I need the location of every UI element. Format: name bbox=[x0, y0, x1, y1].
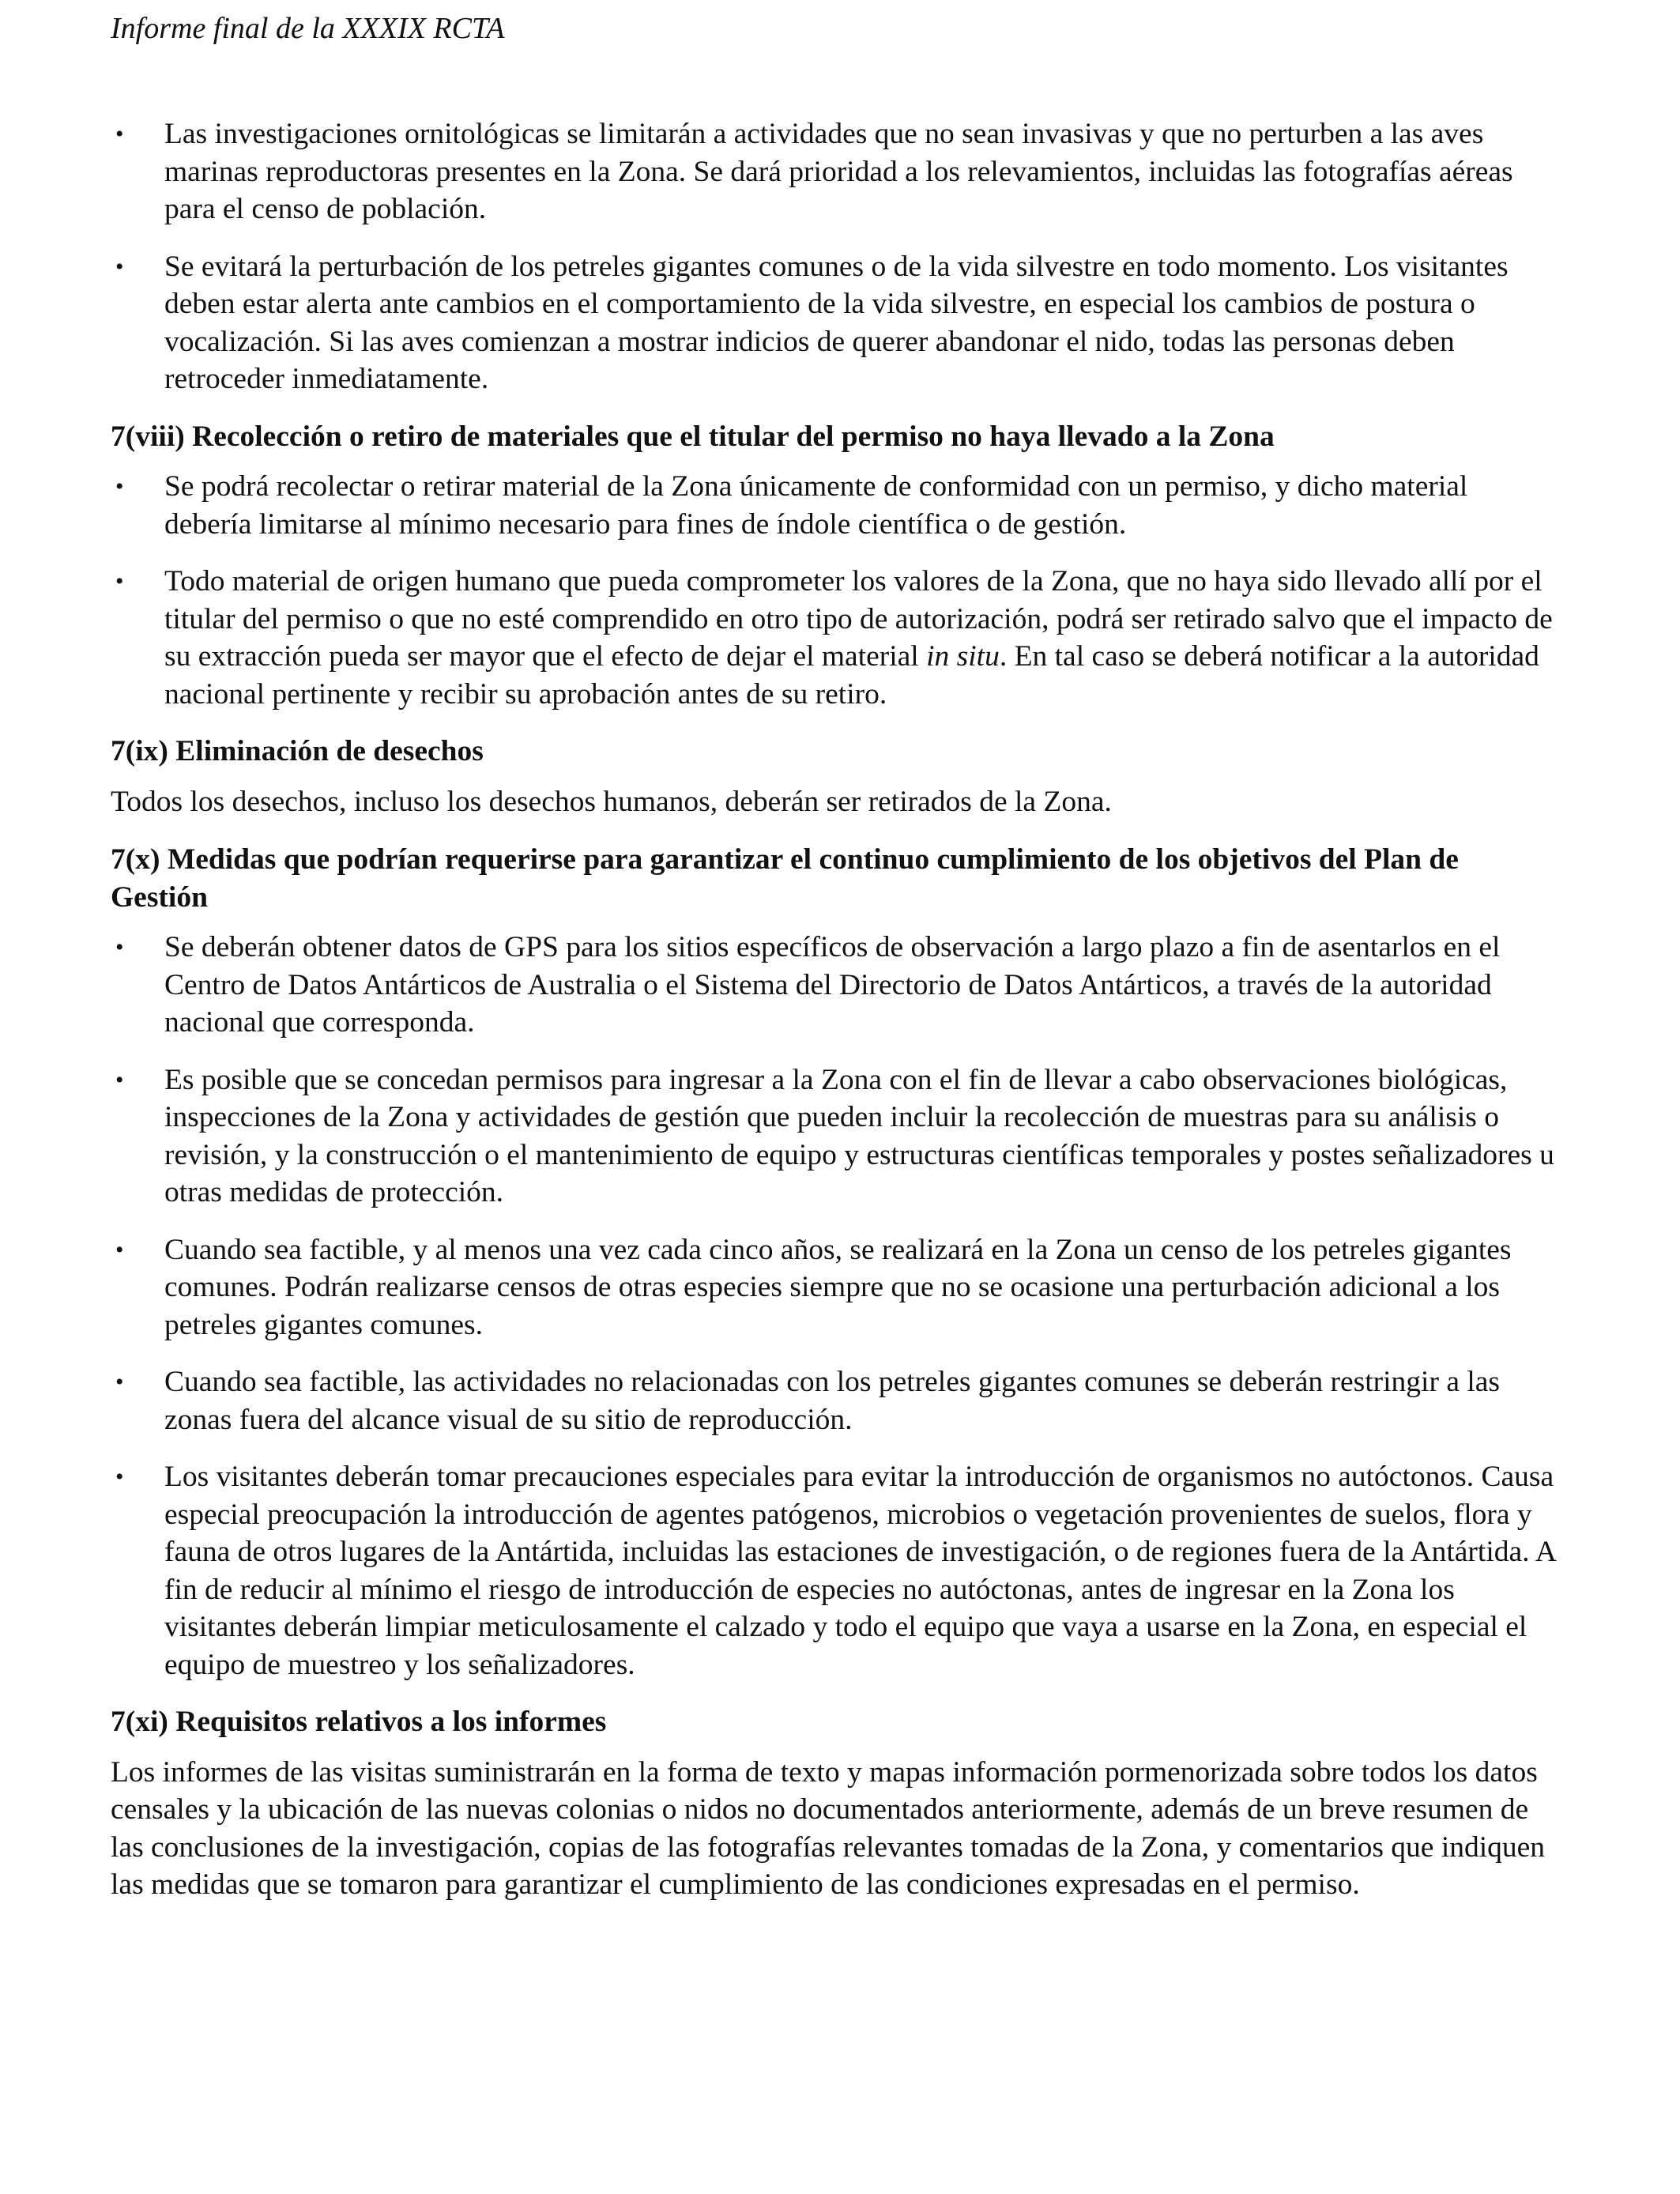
list-item bbox=[111, 468, 1558, 543]
bullet-list-measures bbox=[111, 929, 1558, 1683]
document-body bbox=[111, 115, 1558, 1924]
text-run: . En tal caso se deberá notificar a la autoridad nacional pertinente y recibir su aprobación antes de su retiro. bbox=[164, 640, 1539, 711]
italic-term: in situ bbox=[926, 640, 1000, 673]
list-item bbox=[111, 1231, 1558, 1344]
paragraph-reports: Los informes de las visitas suministrarán en la forma de texto y mapas información pormenorizada sobre todos los datos censales y la ubicación de las nuevas colonias o nidos no documentados anteriormente, además de un breve resumen de las conclusiones de la investigación, copias de las fotografías relevantes tomadas de la Zona, y comentarios que indiquen las medidas que se tomaron para garantizar el cumplimiento de las condiciones expresadas en el permiso. bbox=[111, 1755, 1546, 1901]
list-item bbox=[111, 1363, 1558, 1438]
list-item-text bbox=[164, 563, 1558, 713]
list-item bbox=[111, 929, 1558, 1042]
list-item bbox=[111, 563, 1558, 713]
list-item bbox=[111, 1458, 1558, 1683]
list-item-text: Se podrá recolectar o retirar material de la Zona únicamente de conformidad con un permiso, y dicho material debería limitarse al mínimo necesario para fines de índole científica o de gestión. bbox=[164, 470, 1468, 541]
list-item-text: Cuando sea factible, y al menos una vez cada cinco años, se realizará en la Zona un censo de los petreles gigantes comunes. Podrán realizarse censos de otras especies siempre que no se ocasione una perturbación adicional a los petreles gigantes comunes. bbox=[164, 1233, 1512, 1341]
bullet-icon: • bbox=[115, 1369, 124, 1395]
text-run: Todo material de origen humano que pueda comprometer los valores de la Zona, que no haya sido llevado allí por el titular del permiso o que no esté comprendido en otro tipo de autorización, podrá ser retirado salvo que el impacto de su extracción pueda ser mayor que el efecto de dejar el material bbox=[164, 565, 1553, 673]
bullet-icon: • bbox=[115, 121, 124, 147]
list-item-text: Las investigaciones ornitológicas se limitarán a actividades que no sean invasivas y que no perturben a las aves marinas reproductoras presentes en la Zona. Se dará prioridad a los relevamientos, incluidas las fotografías aéreas para el censo de población. bbox=[164, 118, 1513, 225]
paragraph-waste: Todos los desechos, incluso los desechos humanos, deberán ser retirados de la Zona. bbox=[111, 785, 1112, 818]
bullet-icon: • bbox=[115, 1066, 124, 1093]
section-heading-xi: 7(xi) Requisitos relativos a los informes bbox=[111, 1706, 607, 1738]
section-heading-ix: 7(ix) Eliminación de desechos bbox=[111, 735, 484, 767]
list-item-text: Los visitantes deberán tomar precauciones especiales para evitar la introducción de organismos no autóctonos. Causa especial preocupación la introducción de agentes patógenos, microbios o vegetación provenientes de suelos, flora y fauna de otros lugares de la Antártida, incluidas las estaciones de investigación, o de regiones fuera de la Antártida. A fin de reducir al mínimo el riesgo de introducción de especies no autóctonas, antes de ingresar en la Zona los visitantes deberán limpiar meticulosamente el calzado y todo el equipo que vaya a usarse en la Zona, en especial el equipo de muestreo y los señalizadores. bbox=[164, 1461, 1555, 1681]
list-item-text: Se evitará la perturbación de los petreles gigantes comunes o de la vida silvestre en todo momento. Los visitantes deben estar alerta ante cambios en el comportamiento de la vida silvestre, en especial los cambios de postura o vocalización. Si las aves comienzan a mostrar indicios de querer abandonar el nido, todas las personas deben retroceder inmediatamente. bbox=[164, 250, 1509, 395]
bullet-icon: • bbox=[115, 253, 124, 280]
section-heading-x: 7(x) Medidas que podrían requerirse para garantizar el continuo cumplimiento de los objetivos del Plan de Gestión bbox=[111, 843, 1459, 914]
list-item bbox=[111, 1061, 1558, 1212]
bullet-list-materials bbox=[111, 468, 1558, 713]
list-item bbox=[111, 248, 1558, 398]
bullet-list-ornithology bbox=[111, 115, 1558, 398]
section-heading-viii: 7(viii) Recolección o retiro de materiales que el titular del permiso no haya llevado a la Zona bbox=[111, 420, 1275, 453]
bullet-icon: • bbox=[115, 1464, 124, 1490]
bullet-icon: • bbox=[115, 568, 124, 594]
bullet-icon: • bbox=[115, 473, 124, 499]
bullet-icon: • bbox=[115, 934, 124, 960]
list-item-text: Se deberán obtener datos de GPS para los sitios específicos de observación a largo plazo a fin de asentarlos en el Centro de Datos Antárticos de Australia o el Sistema del Directorio de Datos Antárticos, a través de la autoridad nacional que corresponda. bbox=[164, 931, 1501, 1039]
list-item bbox=[111, 115, 1558, 228]
running-header: Informe final de la XXXIX RCTA bbox=[111, 12, 505, 45]
list-item-text: Es posible que se concedan permisos para ingresar a la Zona con el fin de llevar a cabo observaciones biológicas, inspecciones de la Zona y actividades de gestión que pueden incluir la recolección de muestras para su análisis o revisión, y la construcción o el mantenimiento de equipo y estructuras científicas temporales y postes señalizadores u otras medidas de protección. bbox=[164, 1063, 1554, 1208]
bullet-icon: • bbox=[115, 1236, 124, 1263]
list-item-text: Cuando sea factible, las actividades no relacionadas con los petreles gigantes comunes se deberán restringir a las zonas fuera del alcance visual de su sitio de reproducción. bbox=[164, 1366, 1501, 1436]
